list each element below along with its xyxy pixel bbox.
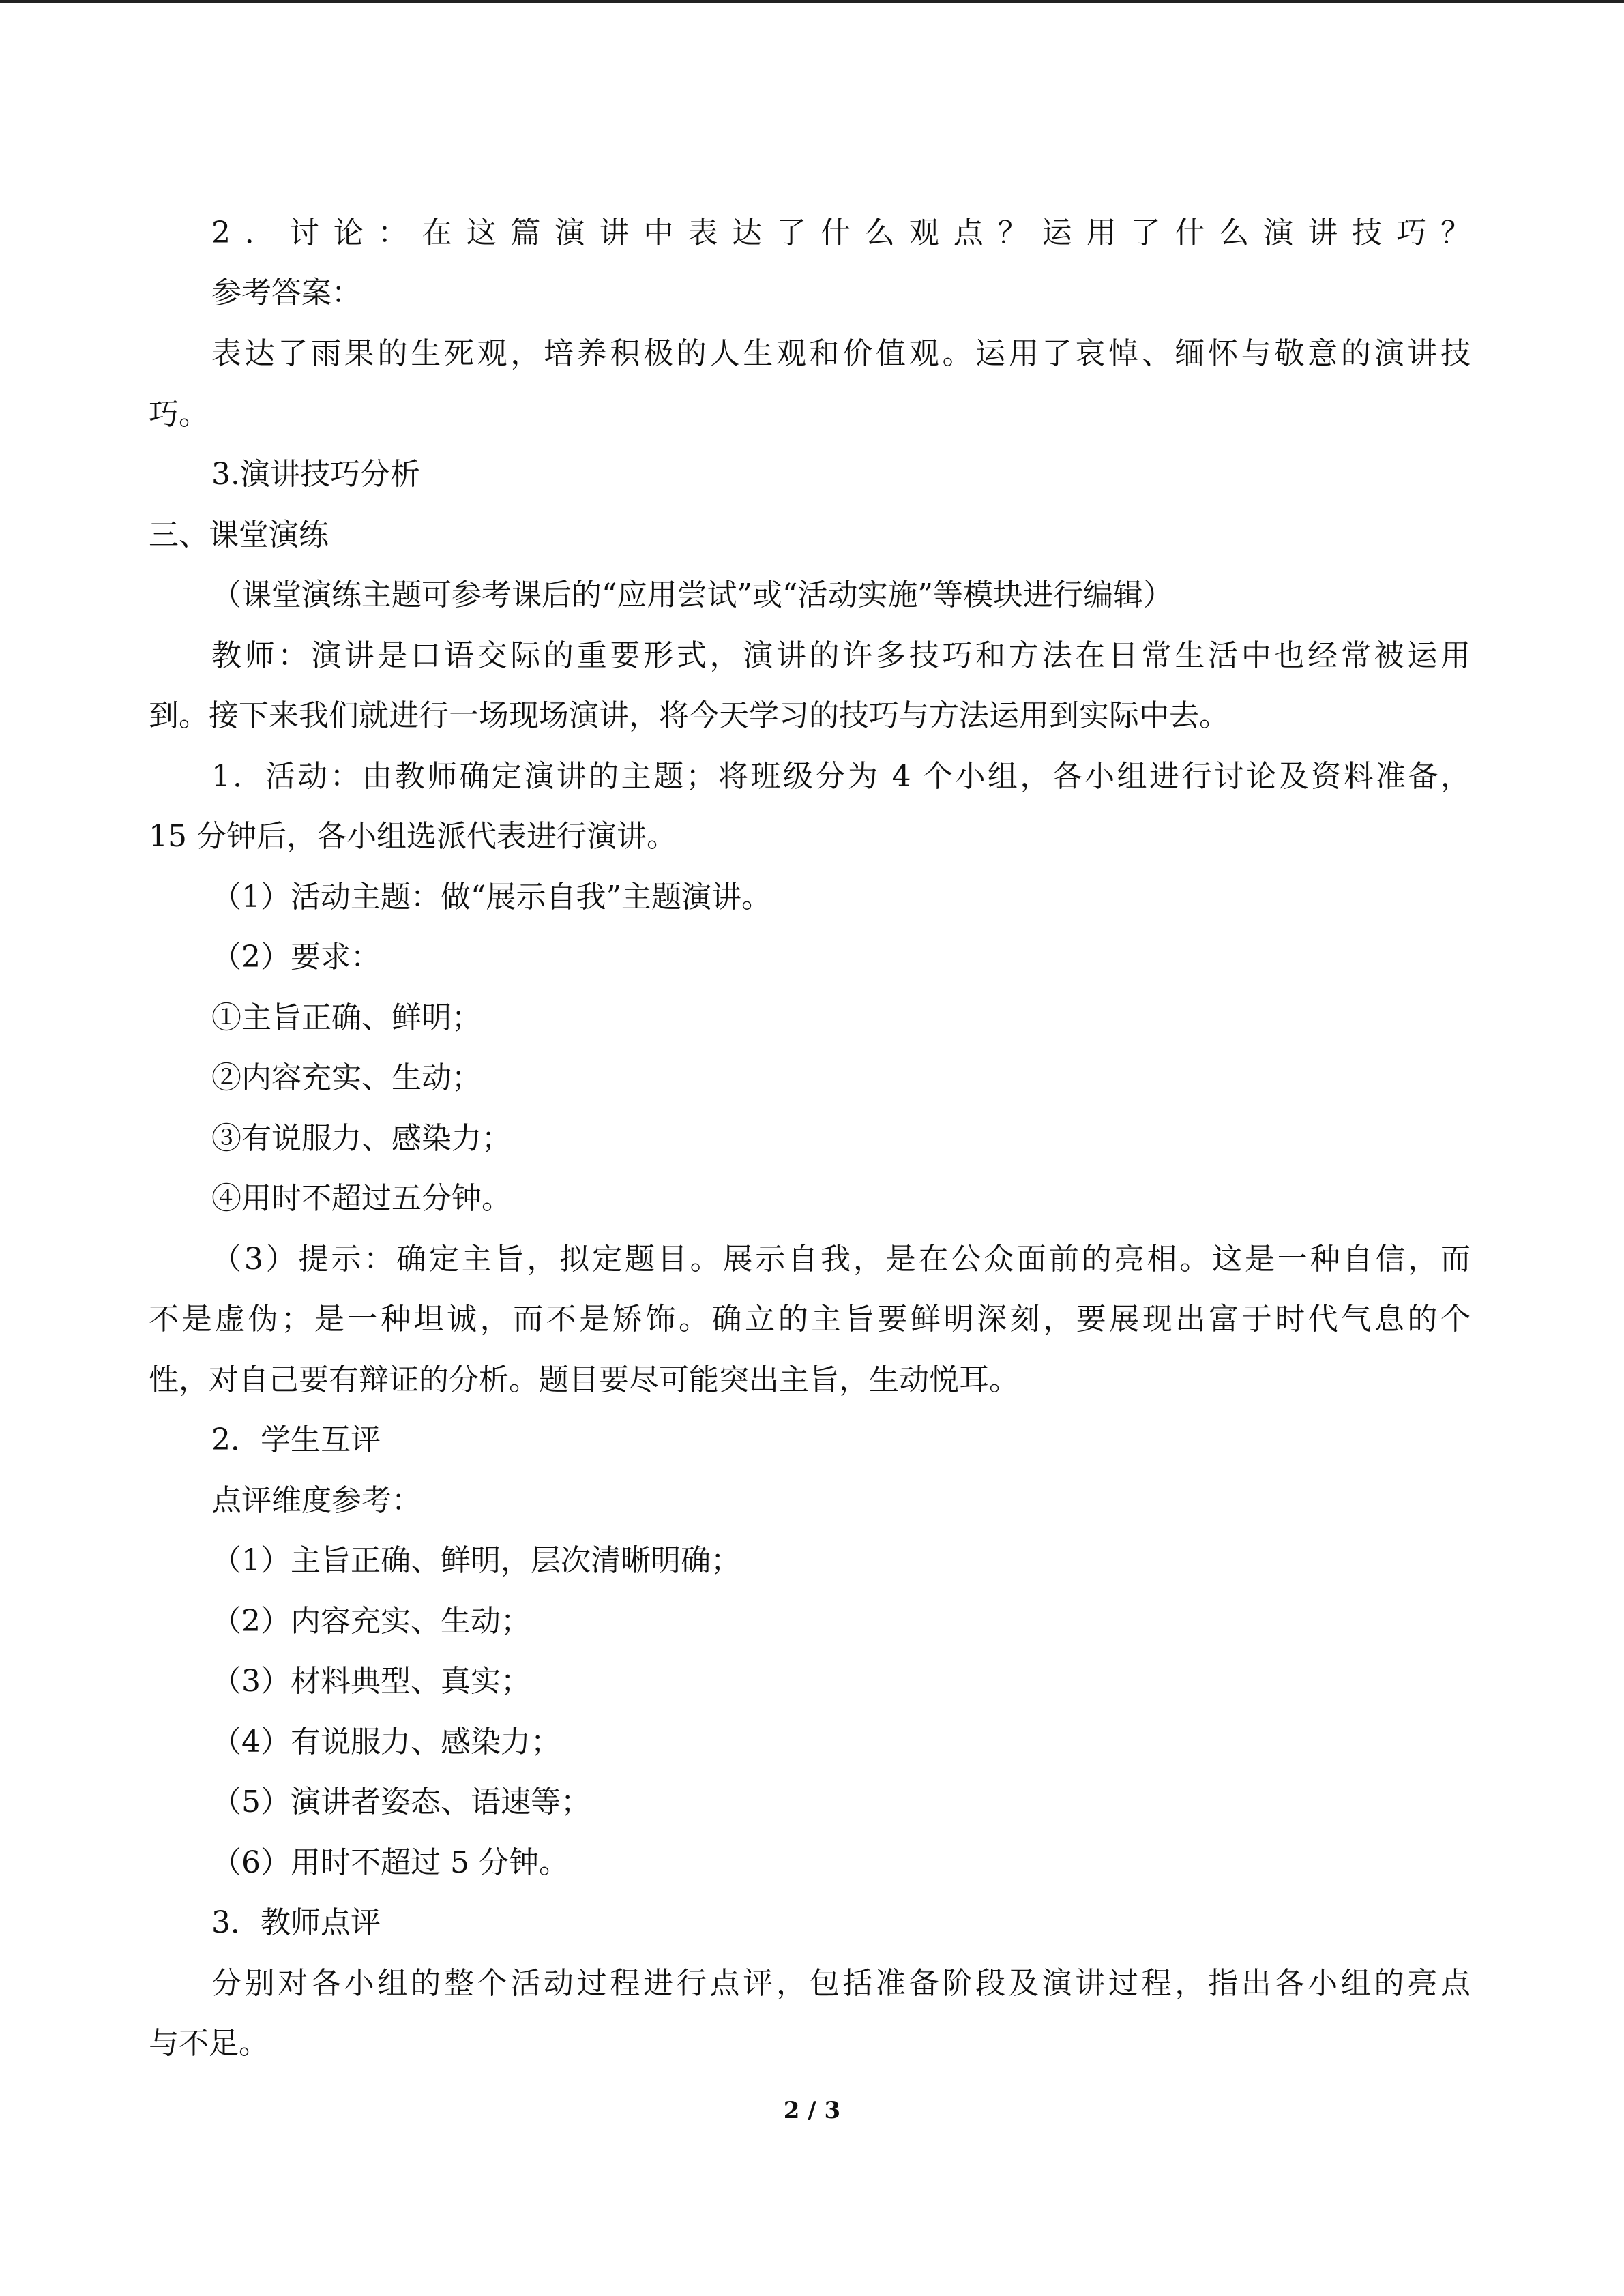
list-item: （2）内容充实、生动； — [211, 1604, 531, 1639]
list-item: （1）主旨正确、鲜明，层次清晰明确； — [211, 1543, 741, 1578]
list-item: ④用时不超过五分钟。 — [211, 1181, 512, 1216]
paragraph-line: 2．学生互评 — [211, 1422, 381, 1457]
paragraph-line: （课堂演练主题可参考课后的“应用尝试”或“活动实施”等模块进行编辑） — [211, 578, 1173, 612]
paragraph-line: 15 分钟后，各小组选派代表进行演讲。 — [149, 819, 677, 854]
list-item: ②内容充实、生动； — [211, 1060, 482, 1095]
list-item: ③有说服力、感染力； — [211, 1121, 512, 1156]
list-item: （5）演讲者姿态、语速等； — [211, 1785, 591, 1819]
paragraph-line: 与不足。 — [149, 2026, 269, 2061]
paragraph-line: 分别对各小组的整个活动过程进行点评，包括准备阶段及演讲过程，指出各小组的亮点 — [211, 1966, 1471, 2001]
list-item: （3）材料典型、真实； — [211, 1664, 531, 1699]
list-item: （4）有说服力、感染力； — [211, 1725, 561, 1759]
paragraph-line: 到。接下来我们就进行一场现场演讲，将今天学习的技巧与方法运用到实际中去。 — [149, 698, 1229, 733]
paragraph-line: 表达了雨果的生死观，培养积极的人生观和价值观。运用了哀悼、缅怀与敬意的演讲技 — [211, 336, 1471, 371]
page-number: 2 / 3 — [783, 2097, 841, 2124]
paragraph-line: 3．教师点评 — [211, 1905, 381, 1940]
paragraph-line: 点评维度参考： — [211, 1483, 422, 1518]
paragraph-line: 参考答案： — [211, 275, 361, 310]
paragraph-line: （1）活动主题：做“展示自我”主题演讲。 — [211, 880, 771, 914]
paragraph-line: 2．讨论：在这篇演讲中表达了什么观点？运用了什么演讲技巧？ — [211, 215, 1471, 250]
paragraph-line: （2）要求： — [211, 940, 381, 974]
paragraph-line: 1．活动：由教师确定演讲的主题；将班级分为 4 个小组，各小组进行讨论及资料准备， — [211, 759, 1471, 794]
list-item: ①主旨正确、鲜明； — [211, 1000, 482, 1035]
paragraph-line: 巧。 — [149, 397, 209, 432]
paragraph-line: （3）提示：确定主旨，拟定题目。展示自我，是在公众面前的亮相。这是一种自信，而 — [211, 1242, 1471, 1277]
list-item: （6）用时不超过 5 分钟。 — [211, 1845, 569, 1880]
paragraph-line: 教师：演讲是口语交际的重要形式，演讲的许多技巧和方法在日常生活中也经常被运用 — [211, 638, 1471, 673]
paragraph-line: 性，对自己要有辩证的分析。题目要尽可能突出主旨，生动悦耳。 — [149, 1362, 1019, 1397]
paragraph-line: 不是虚伪；是一种坦诚，而不是矫饰。确立的主旨要鲜明深刻，要展现出富于时代气息的个 — [149, 1302, 1471, 1337]
section-heading: 三、课堂演练 — [149, 518, 329, 552]
paragraph-line: 3.演讲技巧分析 — [211, 457, 420, 492]
